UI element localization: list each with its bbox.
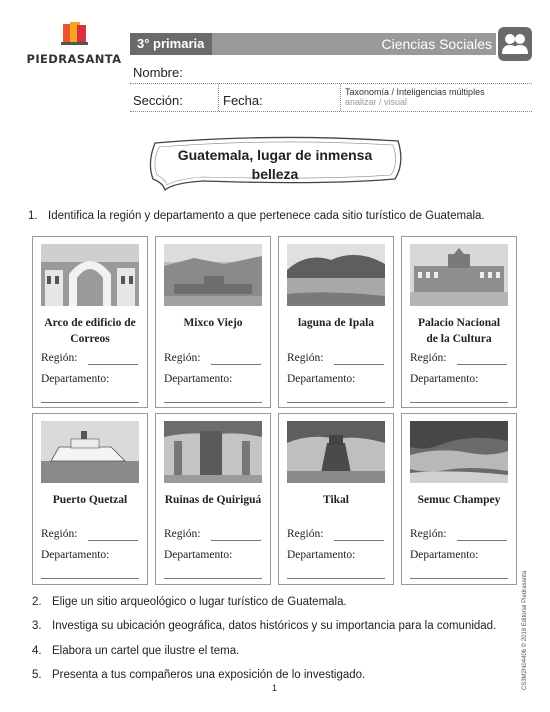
ruins-photo bbox=[164, 244, 262, 306]
brand-name: PIEDRASANTA bbox=[26, 52, 122, 66]
page-number: 1 bbox=[272, 683, 278, 693]
taxonomy-label: Taxonomía / Inteligencias múltiples bbox=[345, 87, 485, 97]
card-puerto-quetzal bbox=[32, 413, 148, 585]
card-title: Arco de edificio de Correos bbox=[44, 317, 136, 345]
region-label: Región: bbox=[41, 528, 78, 540]
card-title: Semuc Champey bbox=[417, 494, 501, 506]
card-title: Ruinas de Quiriguá bbox=[164, 494, 262, 506]
field-divider bbox=[218, 84, 219, 111]
copyright-code: CS3M2N04406 © 2018 Editorial Piedrasanta bbox=[522, 570, 528, 690]
card-title: laguna de Ipala bbox=[297, 317, 375, 329]
card-palacio-nacional bbox=[401, 236, 517, 408]
region-label: Región: bbox=[164, 528, 201, 540]
publisher-logo bbox=[24, 22, 124, 72]
instruction-5: 5. Presenta a tus compañeros una exposición de lo investigado. bbox=[32, 669, 366, 681]
name-line[interactable] bbox=[130, 83, 532, 84]
department-label: Departamento: bbox=[41, 549, 110, 561]
department-answer-line[interactable] bbox=[287, 578, 385, 579]
department-answer-line[interactable] bbox=[164, 578, 262, 579]
card-semuc-champey bbox=[401, 413, 517, 585]
card-arco-correos bbox=[32, 236, 148, 408]
department-answer-line[interactable] bbox=[41, 402, 139, 403]
card-ruinas-quirigua bbox=[155, 413, 271, 585]
date-label: Fecha: bbox=[223, 93, 263, 108]
region-answer-line[interactable] bbox=[457, 540, 507, 541]
instruction-3: 3. Investiga su ubicación geográfica, datos históricos y su importancia para la comunidad. bbox=[32, 620, 497, 632]
taxonomy-values: analizar / visual bbox=[345, 97, 408, 107]
department-label: Departamento: bbox=[287, 549, 356, 561]
card-laguna-ipala bbox=[278, 236, 394, 408]
region-answer-line[interactable] bbox=[211, 364, 261, 365]
book-logo-icon bbox=[57, 22, 91, 48]
section-line bbox=[130, 111, 532, 112]
region-answer-line[interactable] bbox=[88, 364, 138, 365]
region-label: Región: bbox=[41, 352, 78, 364]
department-label: Departamento: bbox=[41, 373, 110, 385]
region-label: Región: bbox=[410, 352, 447, 364]
department-label: Departamento: bbox=[164, 549, 233, 561]
region-answer-line[interactable] bbox=[211, 540, 261, 541]
department-answer-line[interactable] bbox=[410, 402, 508, 403]
palace-photo bbox=[410, 244, 508, 306]
region-label: Región: bbox=[410, 528, 447, 540]
name-label: Nombre: bbox=[133, 65, 183, 80]
instruction-1: 1. Identifica la región y departamento a que pertenece cada sitio turístico de Guatemala. bbox=[28, 210, 485, 222]
region-label: Región: bbox=[287, 528, 324, 540]
department-answer-line[interactable] bbox=[164, 402, 262, 403]
river-pools-photo bbox=[410, 421, 508, 483]
department-label: Departamento: bbox=[410, 373, 479, 385]
instruction-4: 4. Elabora un cartel que ilustre el tema. bbox=[32, 645, 240, 657]
section-label: Sección: bbox=[133, 93, 183, 108]
page-title: Guatemala, lugar de inmensa belleza bbox=[177, 147, 373, 182]
ship-port-photo bbox=[41, 421, 139, 483]
group-icon bbox=[498, 27, 532, 61]
card-tikal bbox=[278, 413, 394, 585]
instruction-2: 2. Elige un sitio arqueológico o lugar turístico de Guatemala. bbox=[32, 596, 347, 608]
arch-building-photo bbox=[41, 244, 139, 306]
department-label: Departamento: bbox=[164, 373, 233, 385]
region-label: Región: bbox=[287, 352, 324, 364]
card-title: Puerto Quetzal bbox=[52, 494, 128, 506]
region-answer-line[interactable] bbox=[88, 540, 138, 541]
stelae-photo bbox=[164, 421, 262, 483]
region-answer-line[interactable] bbox=[334, 364, 384, 365]
card-title: Palacio Nacional de la Cultura bbox=[417, 317, 501, 345]
subject-label: Ciencias Sociales bbox=[381, 36, 492, 52]
card-title: Tikal bbox=[323, 494, 349, 506]
department-label: Departamento: bbox=[410, 549, 479, 561]
card-title: Mixco Viejo bbox=[183, 317, 243, 329]
region-label: Región: bbox=[164, 352, 201, 364]
grade-label: 3° primaria bbox=[130, 33, 212, 55]
region-answer-line[interactable] bbox=[334, 540, 384, 541]
region-answer-line[interactable] bbox=[457, 364, 507, 365]
department-answer-line[interactable] bbox=[41, 578, 139, 579]
card-mixco-viejo bbox=[155, 236, 271, 408]
lagoon-photo bbox=[287, 244, 385, 306]
department-answer-line[interactable] bbox=[287, 402, 385, 403]
department-answer-line[interactable] bbox=[410, 578, 508, 579]
department-label: Departamento: bbox=[287, 373, 356, 385]
field-divider bbox=[340, 84, 341, 111]
pyramid-photo bbox=[287, 421, 385, 483]
